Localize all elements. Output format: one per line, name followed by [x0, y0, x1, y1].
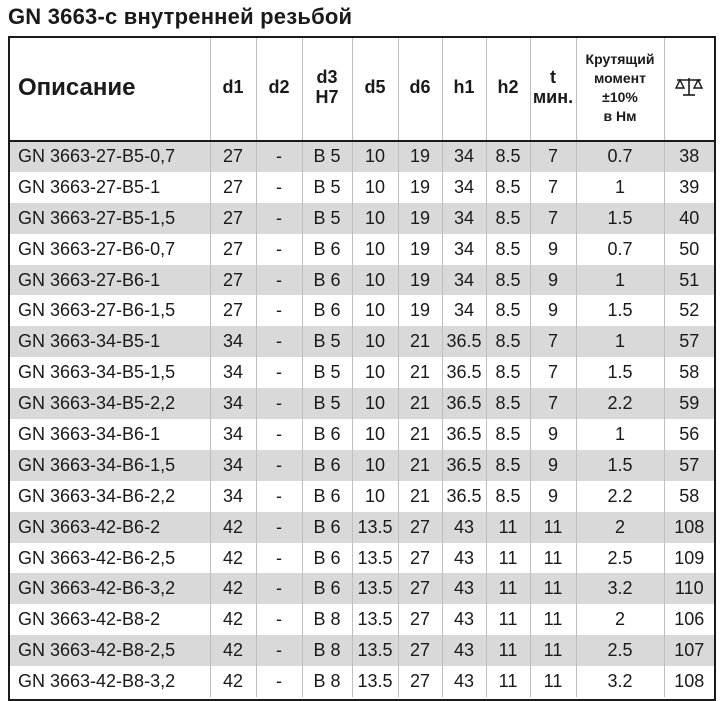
cell-weight: 108 — [674, 516, 705, 537]
header-torque — [576, 36, 664, 141]
cell-d1: 27 — [210, 203, 256, 234]
header-t-label: t — [550, 67, 556, 88]
cell-weight: 38 — [679, 146, 700, 167]
cell-d2: - — [256, 512, 302, 543]
header-torque-line2: момент — [594, 70, 646, 87]
cell-d3: B 6 — [302, 512, 352, 543]
cell-torque: 0.7 — [576, 234, 664, 265]
cell-t: 11 — [530, 635, 576, 666]
header-d1: d1 — [210, 36, 256, 141]
header-description: Описание — [8, 36, 210, 141]
cell-d1: 42 — [210, 635, 256, 666]
cell-h2: 8.5 — [486, 357, 530, 388]
cell-weight: 58 — [679, 362, 700, 383]
cell-d3: B 6 — [302, 450, 352, 481]
cell-d1: 42 — [210, 666, 256, 697]
cell-d6: 21 — [398, 326, 442, 357]
cell-d2: - — [256, 573, 302, 604]
cell-torque: 3.2 — [576, 666, 664, 697]
cell-t: 7 — [530, 326, 576, 357]
cell-d3: B 8 — [302, 604, 352, 635]
cell-d1: 34 — [210, 450, 256, 481]
cell-d5: 10 — [352, 357, 398, 388]
cell-t: 7 — [530, 357, 576, 388]
cell-description: GN 3663-34-B5-2,2 — [8, 388, 210, 419]
cell-d1: 42 — [210, 543, 256, 574]
cell-h2: 8.5 — [486, 172, 530, 203]
cell-d2: - — [256, 450, 302, 481]
cell-torque: 2 — [576, 604, 664, 635]
cell-d6: 27 — [398, 604, 442, 635]
cell-description: GN 3663-34-B5-1,5 — [8, 357, 210, 388]
cell-h2: 8.5 — [486, 295, 530, 326]
cell-d6: 21 — [398, 388, 442, 419]
table-row — [8, 450, 714, 481]
cell-d1: 34 — [210, 481, 256, 512]
cell-d3: B 6 — [302, 265, 352, 296]
cell-torque: 2.5 — [576, 543, 664, 574]
cell-d5: 10 — [352, 172, 398, 203]
cell-weight: 57 — [679, 331, 700, 352]
cell-d6: 19 — [398, 265, 442, 296]
cell-d3: B 8 — [302, 666, 352, 697]
cell-torque: 1 — [576, 172, 664, 203]
cell-d5: 10 — [352, 450, 398, 481]
table-row — [8, 203, 714, 234]
cell-h2: 8.5 — [486, 388, 530, 419]
cell-weight: 39 — [679, 176, 700, 197]
cell-d1: 34 — [210, 419, 256, 450]
cell-d5: 13.5 — [352, 573, 398, 604]
cell-weight: 56 — [679, 423, 700, 444]
cell-d6: 21 — [398, 357, 442, 388]
cell-h2: 8.5 — [486, 203, 530, 234]
header-d6: d6 — [398, 36, 442, 141]
cell-weight: 110 — [674, 578, 704, 599]
cell-h2: 8.5 — [486, 450, 530, 481]
table-row — [8, 388, 714, 419]
cell-t: 9 — [530, 419, 576, 450]
cell-d5: 13.5 — [352, 543, 398, 574]
cell-h2: 8.5 — [486, 141, 530, 172]
cell-description: GN 3663-27-B6-0,7 — [8, 234, 210, 265]
table-row — [8, 543, 714, 574]
cell-d1: 34 — [210, 388, 256, 419]
header-h2: h2 — [486, 36, 530, 141]
cell-d5: 10 — [352, 326, 398, 357]
cell-weight: 51 — [679, 269, 700, 290]
cell-h1: 34 — [442, 295, 486, 326]
cell-d3: B 8 — [302, 635, 352, 666]
cell-d2: - — [256, 265, 302, 296]
table-row — [8, 141, 714, 172]
cell-d2: - — [256, 419, 302, 450]
cell-h1: 36.5 — [442, 419, 486, 450]
cell-d6: 27 — [398, 543, 442, 574]
cell-d5: 10 — [352, 481, 398, 512]
cell-d1: 34 — [210, 357, 256, 388]
cell-torque: 2.2 — [576, 388, 664, 419]
cell-description: GN 3663-34-B6-1 — [8, 419, 210, 450]
cell-d2: - — [256, 295, 302, 326]
cell-h2: 8.5 — [486, 481, 530, 512]
cell-d5: 13.5 — [352, 512, 398, 543]
table-row — [8, 481, 714, 512]
cell-d2: - — [256, 203, 302, 234]
cell-d6: 27 — [398, 666, 442, 697]
table-body — [8, 141, 714, 697]
header-d3-tolerance: H7 — [315, 87, 339, 107]
cell-d6: 19 — [398, 203, 442, 234]
cell-description: GN 3663-42-B8-3,2 — [8, 666, 210, 697]
cell-h2: 11 — [486, 543, 530, 574]
cell-d1: 42 — [210, 604, 256, 635]
cell-t: 11 — [530, 512, 576, 543]
cell-torque: 1.5 — [576, 295, 664, 326]
cell-d6: 27 — [398, 573, 442, 604]
cell-d6: 19 — [398, 141, 442, 172]
cell-d5: 10 — [352, 295, 398, 326]
cell-description: GN 3663-27-B5-1 — [8, 172, 210, 203]
cell-description: GN 3663-27-B5-1,5 — [8, 203, 210, 234]
table-row — [8, 326, 714, 357]
cell-h2: 8.5 — [486, 234, 530, 265]
cell-description: GN 3663-27-B6-1 — [8, 265, 210, 296]
cell-d6: 19 — [398, 172, 442, 203]
cell-t: 9 — [530, 481, 576, 512]
cell-torque: 1.5 — [576, 450, 664, 481]
cell-torque: 1.5 — [576, 203, 664, 234]
cell-h1: 43 — [442, 512, 486, 543]
header-weight — [664, 36, 714, 141]
cell-t: 11 — [530, 666, 576, 697]
cell-weight: 52 — [679, 300, 700, 321]
cell-t: 11 — [530, 604, 576, 635]
cell-t: 7 — [530, 203, 576, 234]
cell-t: 7 — [530, 172, 576, 203]
header-d3-label: d3 — [316, 67, 338, 88]
cell-d2: - — [256, 635, 302, 666]
page-title: GN 3663-с внутренней резьбой — [8, 4, 353, 29]
cell-d6: 21 — [398, 450, 442, 481]
cell-d6: 19 — [398, 234, 442, 265]
cell-d3: B 5 — [302, 141, 352, 172]
cell-d3: B 6 — [302, 234, 352, 265]
table-row — [8, 512, 714, 543]
header-d5: d5 — [352, 36, 398, 141]
cell-h2: 8.5 — [486, 265, 530, 296]
cell-d1: 27 — [210, 234, 256, 265]
cell-h1: 34 — [442, 203, 486, 234]
cell-torque: 1.5 — [576, 357, 664, 388]
cell-description: GN 3663-42-B6-2,5 — [8, 543, 210, 574]
cell-h1: 36.5 — [442, 450, 486, 481]
cell-d2: - — [256, 388, 302, 419]
cell-h1: 34 — [442, 234, 486, 265]
cell-d5: 13.5 — [352, 666, 398, 697]
cell-weight: 106 — [674, 609, 705, 630]
cell-torque: 1 — [576, 419, 664, 450]
cell-torque: 0.7 — [576, 141, 664, 172]
table-row — [8, 419, 714, 450]
cell-d5: 10 — [352, 388, 398, 419]
cell-h2: 11 — [486, 635, 530, 666]
cell-torque: 2.2 — [576, 481, 664, 512]
cell-h1: 36.5 — [442, 388, 486, 419]
cell-d5: 10 — [352, 203, 398, 234]
cell-description: GN 3663-42-B8-2 — [8, 604, 210, 635]
cell-d5: 10 — [352, 265, 398, 296]
cell-t: 9 — [530, 265, 576, 296]
cell-h1: 36.5 — [442, 357, 486, 388]
cell-h2: 11 — [486, 666, 530, 697]
cell-h2: 11 — [486, 604, 530, 635]
table-row — [8, 635, 714, 666]
cell-weight: 58 — [679, 485, 700, 506]
cell-torque: 2 — [576, 512, 664, 543]
cell-h2: 8.5 — [486, 326, 530, 357]
cell-d1: 42 — [210, 512, 256, 543]
cell-t: 11 — [530, 573, 576, 604]
cell-torque: 1 — [576, 265, 664, 296]
cell-h1: 36.5 — [442, 481, 486, 512]
cell-description: GN 3663-27-B5-0,7 — [8, 141, 210, 172]
cell-d2: - — [256, 604, 302, 635]
cell-d2: - — [256, 141, 302, 172]
cell-h1: 36.5 — [442, 326, 486, 357]
cell-d1: 27 — [210, 295, 256, 326]
cell-d6: 21 — [398, 419, 442, 450]
table-header — [8, 36, 714, 141]
cell-d3: B 5 — [302, 203, 352, 234]
cell-description: GN 3663-27-B6-1,5 — [8, 295, 210, 326]
cell-description: GN 3663-34-B6-2,2 — [8, 481, 210, 512]
cell-d1: 27 — [210, 172, 256, 203]
cell-weight: 57 — [679, 454, 700, 475]
spec-table — [8, 36, 714, 697]
header-t — [530, 36, 576, 141]
table-row — [8, 265, 714, 296]
cell-t: 11 — [530, 543, 576, 574]
table-row — [8, 666, 714, 697]
cell-torque: 3.2 — [576, 573, 664, 604]
cell-d3: B 6 — [302, 295, 352, 326]
cell-description: GN 3663-42-B6-2 — [8, 512, 210, 543]
table-row — [8, 234, 714, 265]
cell-d2: - — [256, 666, 302, 697]
table-row — [8, 357, 714, 388]
cell-d5: 13.5 — [352, 604, 398, 635]
cell-h1: 43 — [442, 666, 486, 697]
cell-h1: 34 — [442, 172, 486, 203]
header-d2: d2 — [256, 36, 302, 141]
cell-d5: 10 — [352, 141, 398, 172]
cell-d5: 13.5 — [352, 635, 398, 666]
cell-d3: B 5 — [302, 388, 352, 419]
cell-d2: - — [256, 172, 302, 203]
cell-d2: - — [256, 326, 302, 357]
cell-d1: 42 — [210, 573, 256, 604]
cell-description: GN 3663-42-B8-2,5 — [8, 635, 210, 666]
cell-t: 9 — [530, 234, 576, 265]
cell-h1: 34 — [442, 265, 486, 296]
table-row — [8, 573, 714, 604]
cell-d5: 10 — [352, 419, 398, 450]
cell-t: 7 — [530, 388, 576, 419]
cell-weight: 107 — [674, 640, 705, 661]
cell-description: GN 3663-42-B6-3,2 — [8, 573, 210, 604]
header-torque-line1: Крутящий — [585, 51, 655, 68]
cell-description: GN 3663-34-B5-1 — [8, 326, 210, 357]
cell-h1: 43 — [442, 573, 486, 604]
cell-weight: 108 — [674, 671, 705, 692]
cell-d3: B 6 — [302, 573, 352, 604]
cell-d3: B 5 — [302, 357, 352, 388]
cell-d6: 27 — [398, 635, 442, 666]
cell-d2: - — [256, 481, 302, 512]
cell-weight: 40 — [679, 207, 700, 228]
cell-description: GN 3663-34-B6-1,5 — [8, 450, 210, 481]
cell-d2: - — [256, 234, 302, 265]
header-torque-line4: в Нм — [603, 107, 637, 124]
cell-h1: 34 — [442, 141, 486, 172]
header-t-min: мин. — [532, 87, 574, 107]
cell-h1: 43 — [442, 604, 486, 635]
cell-t: 9 — [530, 450, 576, 481]
header-torque-line3: ±10% — [602, 89, 638, 105]
cell-weight: 50 — [679, 238, 700, 259]
cell-d3: B 5 — [302, 172, 352, 203]
cell-d3: B 6 — [302, 481, 352, 512]
cell-h2: 11 — [486, 512, 530, 543]
header-d3 — [302, 36, 352, 141]
cell-weight: 59 — [679, 393, 700, 414]
cell-h1: 43 — [442, 543, 486, 574]
cell-d2: - — [256, 357, 302, 388]
cell-d2: - — [256, 543, 302, 574]
cell-h1: 43 — [442, 635, 486, 666]
scale-icon — [674, 75, 704, 102]
cell-d5: 10 — [352, 234, 398, 265]
cell-d6: 21 — [398, 481, 442, 512]
cell-d3: B 6 — [302, 419, 352, 450]
cell-d3: B 6 — [302, 543, 352, 574]
cell-h2: 11 — [486, 573, 530, 604]
cell-d1: 34 — [210, 326, 256, 357]
cell-d6: 27 — [398, 512, 442, 543]
cell-torque: 2.5 — [576, 635, 664, 666]
table-row — [8, 604, 714, 635]
cell-h2: 8.5 — [486, 419, 530, 450]
table-row — [8, 295, 714, 326]
cell-d1: 27 — [210, 141, 256, 172]
cell-weight: 109 — [674, 547, 705, 568]
cell-t: 9 — [530, 295, 576, 326]
cell-t: 7 — [530, 141, 576, 172]
table-row — [8, 172, 714, 203]
cell-d6: 19 — [398, 295, 442, 326]
header-h1: h1 — [442, 36, 486, 141]
cell-d1: 27 — [210, 265, 256, 296]
cell-d3: B 5 — [302, 326, 352, 357]
cell-torque: 1 — [576, 326, 664, 357]
